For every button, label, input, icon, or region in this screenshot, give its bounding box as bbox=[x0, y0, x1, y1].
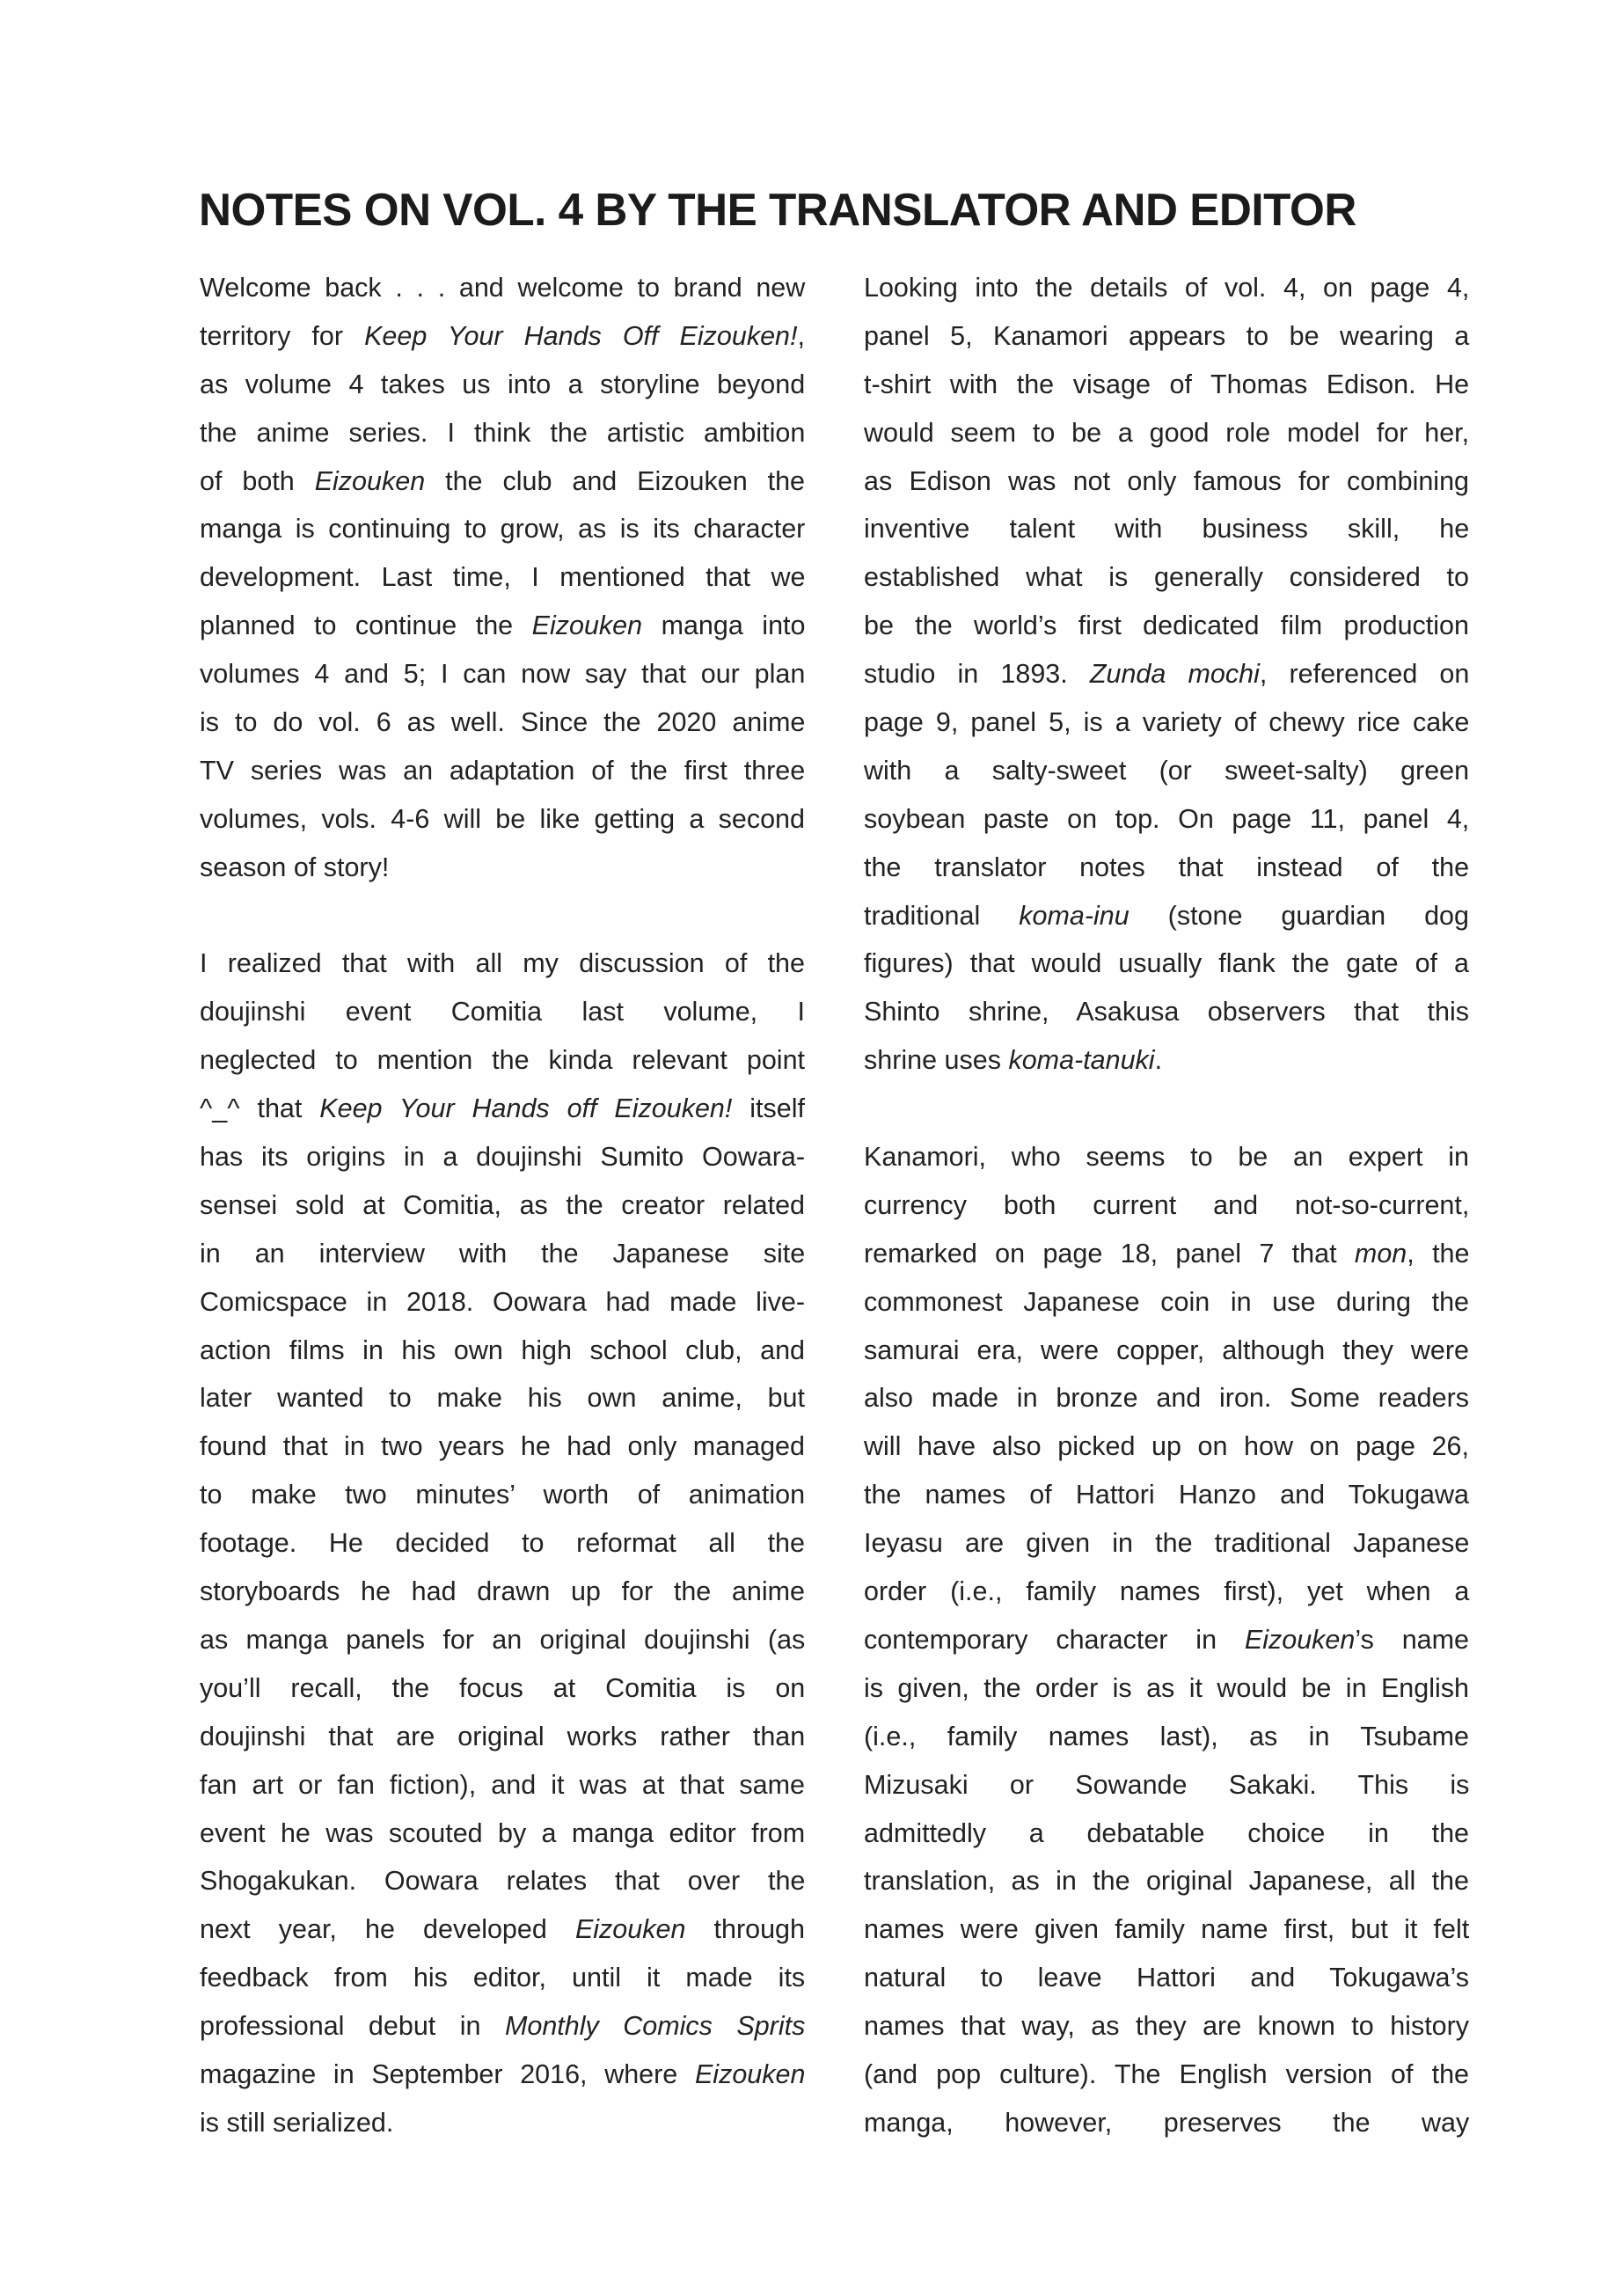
text-line bbox=[200, 264, 805, 312]
text-line bbox=[200, 988, 805, 1036]
text-run: action films in his own high school club, and bbox=[200, 1334, 805, 1365]
text-run: order (i.e., family names first), yet when a bbox=[864, 1576, 1470, 1607]
italic-title: Keep Your Hands Off Eizouken! bbox=[364, 320, 798, 351]
text-line bbox=[864, 457, 1469, 506]
text-line bbox=[200, 844, 805, 892]
text-run: , bbox=[797, 320, 805, 351]
text-run: in an interview with the Japanese site bbox=[200, 1238, 806, 1269]
text-run: magazine in September 2016, where bbox=[200, 2058, 695, 2089]
italic-title: Keep Your Hands off Eizouken! bbox=[319, 1093, 733, 1124]
text-line bbox=[200, 1905, 805, 1954]
text-run: the translator notes that instead of the bbox=[864, 852, 1470, 882]
text-run: , referenced on bbox=[1259, 659, 1470, 690]
text-run: neglected to mention the kinda relevant point bbox=[200, 1045, 806, 1076]
page-title: NOTES ON VOL. 4 BY THE TRANSLATOR AND EDITOR bbox=[199, 184, 1356, 236]
text-line bbox=[864, 892, 1469, 940]
text-line bbox=[864, 1568, 1469, 1616]
text-run: as manga panels for an original doujinshi (as bbox=[200, 1624, 806, 1655]
text-run: feedback from his editor, until it made its bbox=[200, 1963, 806, 1993]
text-line bbox=[864, 1278, 1469, 1327]
text-line bbox=[200, 940, 805, 988]
text-line bbox=[200, 2099, 805, 2147]
text-run: translation, as in the original Japanese, all the bbox=[864, 1866, 1469, 1897]
text-run: (stone guardian dog bbox=[1129, 900, 1469, 931]
text-line bbox=[864, 747, 1469, 795]
text-line bbox=[864, 1954, 1469, 2002]
text-run: commonest Japanese coin in use during the bbox=[864, 1286, 1469, 1317]
text-run: (i.e., family names last), as in Tsubame bbox=[864, 1721, 1469, 1751]
text-run: currency both current and not-so-current, bbox=[864, 1189, 1470, 1220]
text-line bbox=[864, 1857, 1469, 1905]
text-line bbox=[200, 1713, 805, 1761]
text-line bbox=[200, 1230, 805, 1278]
text-line bbox=[864, 361, 1469, 409]
text-line bbox=[200, 361, 805, 409]
text-run: as volume 4 takes us into a storyline beyond bbox=[200, 369, 806, 399]
text-run: Comicspace in 2018. Oowara had made live- bbox=[200, 1286, 805, 1317]
text-line bbox=[864, 1519, 1469, 1568]
text-run: territory for bbox=[200, 320, 365, 351]
text-line bbox=[864, 1471, 1469, 1519]
text-run: Welcome back . . . and welcome to brand new bbox=[200, 273, 806, 303]
text-run: the names of Hattori Hanzo and Tokugawa bbox=[864, 1480, 1469, 1510]
text-run: shrine uses bbox=[864, 1045, 1009, 1076]
text-line bbox=[200, 1133, 805, 1181]
text-line bbox=[864, 1422, 1469, 1471]
text-run: as Edison was not only famous for combining bbox=[864, 465, 1470, 496]
text-line bbox=[864, 698, 1469, 747]
text-run: is still serialized. bbox=[200, 2107, 394, 2138]
text-run: ’s name bbox=[1355, 1624, 1469, 1655]
text-line bbox=[200, 457, 805, 506]
text-run: to make two minutes’ worth of animation bbox=[200, 1480, 806, 1510]
text-line bbox=[200, 747, 805, 795]
text-line bbox=[200, 602, 805, 650]
text-run: next year, he developed bbox=[200, 1914, 575, 1945]
text-line bbox=[200, 1810, 805, 1858]
text-run: planned to continue the bbox=[200, 611, 532, 641]
text-run: professional debut in bbox=[200, 2011, 505, 2042]
text-run: . bbox=[1154, 1045, 1163, 1076]
text-line bbox=[200, 1374, 805, 1422]
text-line bbox=[200, 312, 805, 361]
text-line bbox=[200, 1616, 805, 1664]
paragraph bbox=[200, 940, 805, 2146]
italic-title: Zunda mochi bbox=[1089, 659, 1260, 690]
left-column bbox=[200, 264, 805, 2147]
text-line bbox=[864, 1327, 1469, 1375]
text-line bbox=[864, 1133, 1469, 1181]
text-run: studio in 1893. bbox=[864, 659, 1090, 690]
text-line bbox=[200, 505, 805, 553]
text-run: the club and Eizouken the bbox=[425, 465, 805, 496]
text-run: you’ll recall, the focus at Comitia is on bbox=[200, 1672, 806, 1703]
text-line bbox=[200, 1519, 805, 1568]
text-run: t-shirt with the visage of Thomas Edison. He bbox=[864, 369, 1470, 399]
text-run: is given, the order is as it would be in English bbox=[864, 1672, 1469, 1703]
text-line bbox=[864, 1230, 1469, 1278]
text-run: be the world’s first dedicated film production bbox=[864, 611, 1469, 641]
text-line bbox=[200, 2002, 805, 2051]
text-run: names that way, as they are known to history bbox=[864, 2011, 1470, 2042]
text-line bbox=[200, 1036, 805, 1085]
text-run: also made in bronze and iron. Some readers bbox=[864, 1383, 1469, 1414]
paragraph-break bbox=[864, 1085, 1469, 1133]
text-run: season of story! bbox=[200, 852, 390, 882]
paragraph bbox=[200, 264, 805, 892]
text-run: natural to leave Hattori and Tokugawa’s bbox=[864, 1963, 1469, 1993]
text-line bbox=[864, 1036, 1469, 1085]
text-run: samurai era, were copper, although they were bbox=[864, 1334, 1469, 1365]
text-run: contemporary character in bbox=[864, 1624, 1245, 1655]
text-run: I realized that with all my discussion of the bbox=[200, 948, 805, 979]
text-line bbox=[200, 1568, 805, 1616]
text-line bbox=[864, 795, 1469, 844]
text-run: through bbox=[685, 1914, 805, 1945]
right-column bbox=[864, 264, 1469, 2147]
text-run: names were given family name first, but it felt bbox=[864, 1914, 1470, 1945]
text-line bbox=[864, 505, 1469, 553]
text-line bbox=[200, 698, 805, 747]
text-run: TV series was an adaptation of the first three bbox=[200, 755, 806, 786]
text-run: with a salty-sweet (or sweet-salty) green bbox=[864, 755, 1470, 786]
text-line bbox=[864, 1810, 1469, 1858]
text-run: soybean paste on top. On page 11, panel 4, bbox=[864, 803, 1470, 834]
text-line bbox=[200, 650, 805, 698]
italic-title: Eizouken bbox=[574, 1914, 686, 1945]
paragraph bbox=[864, 1133, 1469, 2147]
italic-title: mon bbox=[1354, 1238, 1407, 1269]
text-line bbox=[864, 409, 1469, 457]
text-run: volumes, vols. 4-6 will be like getting a second bbox=[200, 803, 805, 834]
italic-title: Monthly Comics Sprits bbox=[504, 2011, 806, 2042]
text-line bbox=[200, 1664, 805, 1713]
text-line bbox=[200, 1422, 805, 1471]
text-run: Looking into the details of vol. 4, on page 4, bbox=[864, 273, 1470, 303]
text-line bbox=[200, 1471, 805, 1519]
text-run: has its origins in a doujinshi Sumito Oowara- bbox=[200, 1142, 805, 1173]
text-run: page 9, panel 5, is a variety of chewy rice cake bbox=[864, 707, 1470, 738]
text-run: Shogakukan. Oowara relates that over the bbox=[200, 1866, 806, 1897]
text-line bbox=[200, 1278, 805, 1327]
text-run: volumes 4 and 5; I can now say that our plan bbox=[200, 659, 806, 690]
text-line bbox=[200, 1954, 805, 2002]
text-line bbox=[864, 602, 1469, 650]
text-run: event he was scouted by a manga editor from bbox=[200, 1817, 806, 1848]
text-run: figures) that would usually flank the gate of a bbox=[864, 948, 1469, 979]
text-line bbox=[864, 2002, 1469, 2051]
text-run: footage. He decided to reformat all the bbox=[200, 1528, 805, 1559]
text-run: doujinshi event Comitia last volume, I bbox=[200, 997, 805, 1027]
text-line bbox=[864, 650, 1469, 698]
text-line bbox=[864, 264, 1469, 312]
text-run: of both bbox=[200, 465, 315, 496]
text-run: inventive talent with business skill, he bbox=[864, 514, 1470, 545]
italic-title: Eizouken bbox=[531, 611, 643, 641]
text-run: doujinshi that are original works rather than bbox=[200, 1721, 806, 1751]
text-line bbox=[864, 2051, 1469, 2099]
text-run: found that in two years he had only managed bbox=[200, 1431, 805, 1462]
italic-title: Eizouken bbox=[694, 2058, 806, 2089]
text-run: Shinto shrine, Asakusa observers that this bbox=[864, 997, 1469, 1027]
italic-title: koma-tanuki bbox=[1008, 1045, 1155, 1076]
text-line bbox=[200, 2051, 805, 2099]
italic-title: Eizouken bbox=[314, 465, 426, 496]
text-line bbox=[864, 1664, 1469, 1713]
text-run: established what is generally considered to bbox=[864, 562, 1469, 593]
text-run: panel 5, Kanamori appears to be wearing a bbox=[864, 320, 1470, 351]
text-line bbox=[864, 312, 1469, 361]
text-line bbox=[864, 940, 1469, 988]
text-run: traditional bbox=[864, 900, 1020, 931]
text-run: , the bbox=[1407, 1238, 1470, 1269]
italic-title: koma-inu bbox=[1019, 900, 1130, 931]
text-run: Ieyasu are given in the traditional Japanese bbox=[864, 1528, 1470, 1559]
text-line bbox=[200, 553, 805, 602]
text-run: (and pop culture). The English version of the bbox=[864, 2058, 1469, 2089]
paragraph-break bbox=[200, 892, 805, 940]
text-run: fan art or fan fiction), and it was at that same bbox=[200, 1769, 805, 1800]
italic-title: Eizouken bbox=[1244, 1624, 1356, 1655]
text-line bbox=[864, 844, 1469, 892]
text-line bbox=[864, 553, 1469, 602]
text-run: sensei sold at Comitia, as the creator related bbox=[200, 1189, 805, 1220]
text-run: later wanted to make his own anime, but bbox=[200, 1383, 805, 1414]
text-run: storyboards he had drawn up for the anime bbox=[200, 1576, 805, 1607]
text-run: development. Last time, I mentioned that we bbox=[200, 562, 806, 593]
text-line bbox=[200, 1085, 805, 1133]
text-line bbox=[864, 1616, 1469, 1664]
text-run: ^_^ that bbox=[200, 1093, 320, 1124]
text-run: remarked on page 18, panel 7 that bbox=[864, 1238, 1355, 1269]
text-line bbox=[864, 1761, 1469, 1810]
text-line bbox=[864, 988, 1469, 1036]
text-line bbox=[200, 409, 805, 457]
text-line bbox=[200, 1857, 805, 1905]
text-run: Mizusaki or Sowande Sakaki. This is bbox=[864, 1769, 1470, 1800]
text-run: will have also picked up on how on page 26, bbox=[864, 1431, 1469, 1462]
text-line bbox=[864, 1713, 1469, 1761]
text-run: manga, however, preserves the way bbox=[864, 2107, 1470, 2138]
paragraph bbox=[864, 264, 1469, 1085]
text-run: admittedly a debatable choice in the bbox=[864, 1817, 1469, 1848]
text-line bbox=[200, 795, 805, 844]
text-line bbox=[864, 1181, 1469, 1230]
text-line bbox=[200, 1181, 805, 1230]
text-run: Kanamori, who seems to be an expert in bbox=[864, 1142, 1469, 1173]
text-line bbox=[864, 1374, 1469, 1422]
text-line bbox=[200, 1761, 805, 1810]
text-run: the anime series. I think the artistic ambition bbox=[200, 417, 806, 448]
text-line bbox=[200, 1327, 805, 1375]
text-run: is to do vol. 6 as well. Since the 2020 anime bbox=[200, 707, 806, 738]
text-line bbox=[864, 2099, 1469, 2147]
text-run: would seem to be a good role model for her, bbox=[864, 417, 1470, 448]
text-run: manga is continuing to grow, as is its character bbox=[200, 514, 806, 545]
text-run: manga into bbox=[642, 611, 806, 641]
text-run: itself bbox=[732, 1093, 805, 1124]
text-line bbox=[864, 1905, 1469, 1954]
